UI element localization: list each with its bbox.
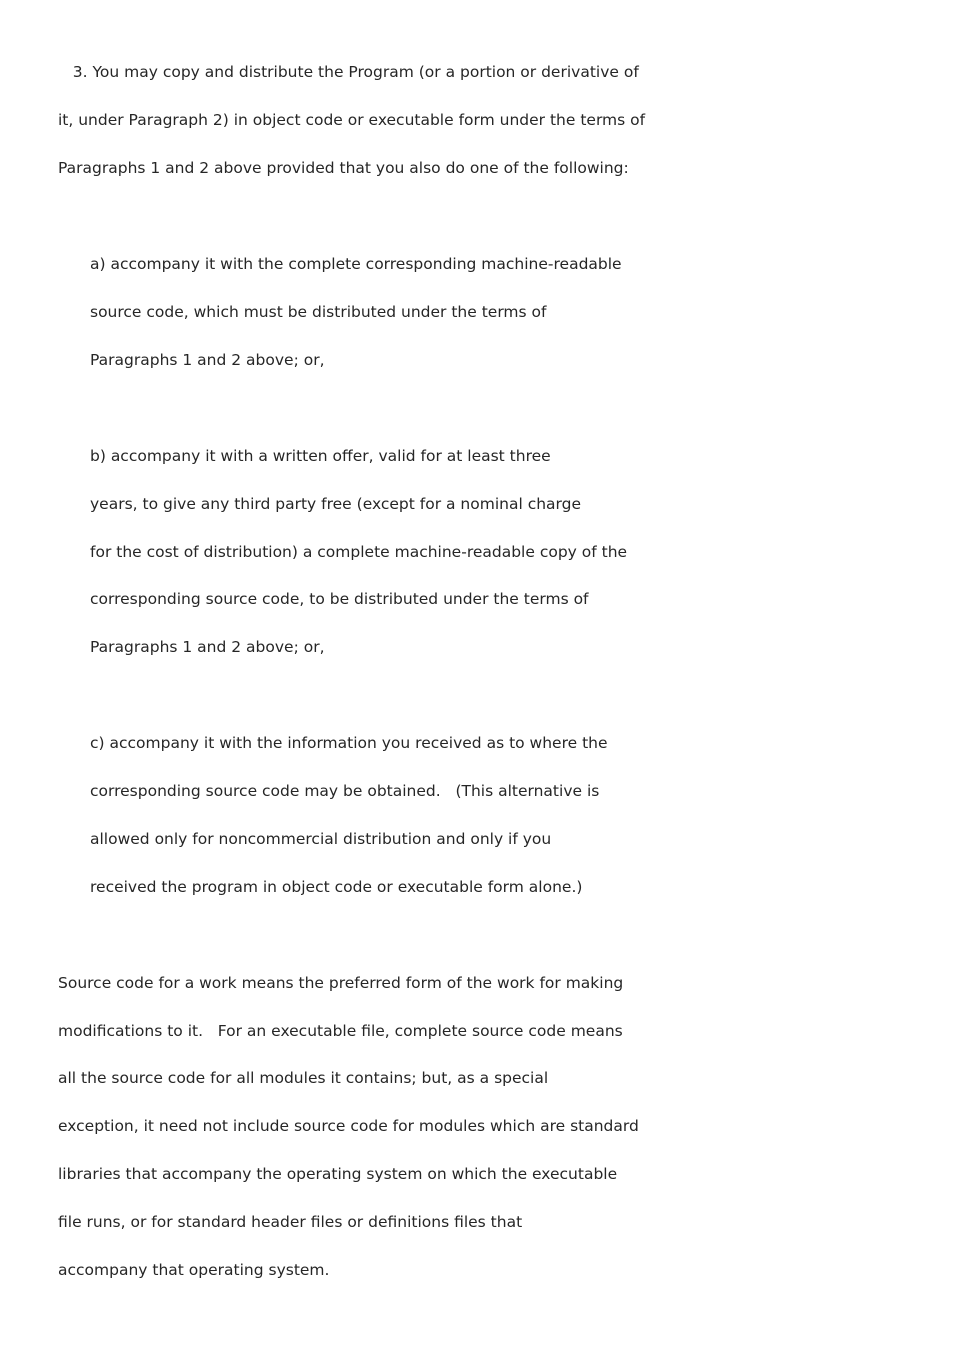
list-item-line: corresponding source code, to be distributed under the terms of [90,590,589,608]
list-item-line: allowed only for noncommercial distribution and only if you [90,830,552,848]
paragraph-line: Source code for a work means the preferred form of the work for making [58,974,624,992]
list-item-line: c) accompany it with the information you received as to where the [90,734,608,752]
paragraph-line: it, under Paragraph 2) in object code or executable form under the terms of [58,111,646,129]
paragraph-line: modifications to it. For an executable file, complete source code means [58,1022,623,1040]
list-item-line: received the program in object code or executable form alone.) [90,878,583,896]
paragraph-line: libraries that accompany the operating system on which the executable [58,1165,618,1183]
list-item-line: for the cost of distribution) a complete machine-readable copy of the [90,543,628,561]
paragraph-line: file runs, or for standard header files or definitions files that [58,1213,523,1231]
list-item-line: corresponding source code may be obtained. (This alternative is [90,782,600,800]
list-item-line: Paragraphs 1 and 2 above; or, [90,351,325,369]
list-item-line: a) accompany it with the complete corresponding machine-readable [90,255,622,273]
paragraph-line: all the source code for all modules it contains; but, as a special [58,1069,549,1087]
list-item-line: source code, which must be distributed under the terms of [90,303,547,321]
list-item-line: years, to give any third party free (except for a nominal charge [90,495,582,513]
paragraph-line: 3. You may copy and distribute the Program (or a portion or derivative of [58,63,639,81]
paragraph-line: Paragraphs 1 and 2 above provided that you also do one of the following: [58,159,629,177]
list-item-line: b) accompany it with a written offer, valid for at least three [90,447,551,465]
list-item-line: Paragraphs 1 and 2 above; or, [90,638,325,656]
paragraph-line: exception, it need not include source code for modules which are standard [58,1117,639,1135]
paragraph-line: accompany that operating system. [58,1261,330,1279]
